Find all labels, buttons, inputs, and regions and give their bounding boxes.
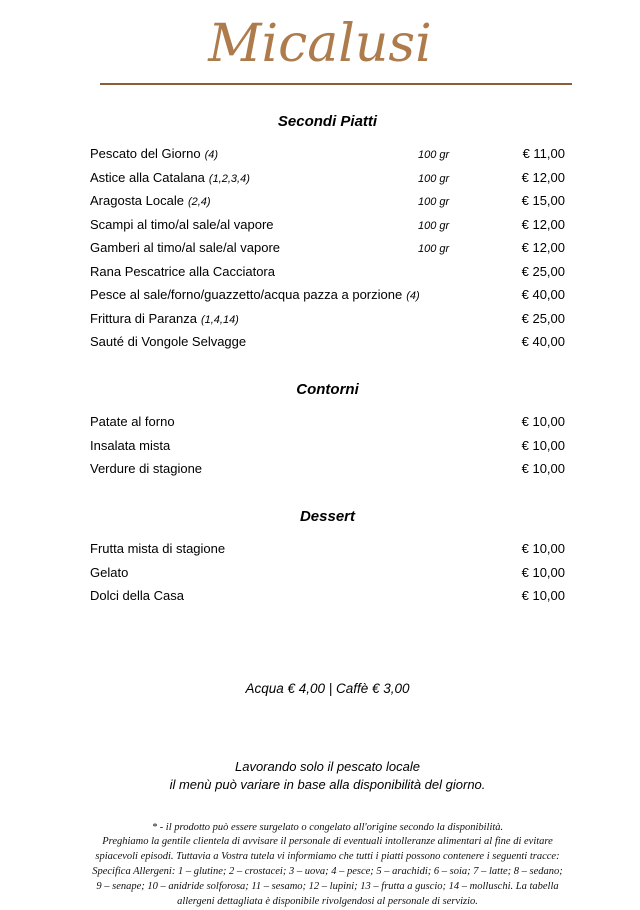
item-name [90, 334, 418, 349]
item-name-text: Gelato [90, 564, 129, 580]
item-name-text: Verdure di stagione [90, 461, 203, 477]
menu-item-row [90, 264, 565, 279]
item-name-text: Rana Pescatrice alla Cacciatora [90, 263, 275, 279]
item-portion: 100 gr [418, 196, 450, 209]
item-name [90, 170, 418, 185]
item-price: € 10,00 [521, 437, 565, 453]
item-price: € 11,00 [522, 146, 565, 162]
footnote-line-2: Preghiamo la gentile clientela di avvisare il personale di eventuali intolleranze alimentari al fine di evitare [102, 836, 553, 848]
section-title-dessert: Dessert [299, 508, 356, 526]
item-name-text: Dolci della Casa [90, 588, 184, 604]
item-name [90, 541, 418, 556]
header-divider [100, 83, 572, 85]
item-allergen-note: (1,2,3,4) [208, 172, 250, 185]
item-name [90, 193, 418, 208]
item-allergen-note [175, 417, 179, 429]
menu-item-row [90, 217, 565, 232]
item-price: € 12,00 [521, 169, 565, 185]
item-allergen-note [274, 220, 278, 232]
item-name-text: Insalata mista [90, 437, 171, 453]
menu-item-row [90, 170, 565, 185]
item-price: € 15,00 [521, 193, 565, 209]
item-portion: 100 gr [418, 219, 450, 232]
item-name [90, 264, 418, 279]
item-allergen-note [280, 243, 284, 255]
item-allergen-note [128, 568, 132, 580]
footnote-line-5: 9 – senape; 10 – anidride solforosa; 11 – sesamo; 12 – lupini; 13 – frutta a guscio; 14 – molluschi. La tabella [96, 881, 559, 893]
footnote-line-4: Specifica Allergeni: 1 – glutine; 2 – crostacei; 3 – uova; 4 – pesce; 5 – arachidi; 6 – soia; 7 – latte; 8 – sedano; [92, 866, 563, 878]
menu-item-row [90, 311, 565, 326]
restaurant-logo: Micalusi [208, 14, 432, 74]
item-price: € 10,00 [521, 461, 565, 477]
item-portion: 100 gr [418, 149, 450, 162]
item-name [90, 461, 418, 476]
menu-content [0, 113, 640, 910]
menu-item-row [90, 438, 565, 453]
menu-item-row [90, 334, 565, 349]
item-allergen-note: (4) [406, 290, 420, 303]
item-name [90, 588, 418, 603]
menu-item-row [90, 414, 565, 429]
availability-notice-line-1: Lavorando solo il pescato locale [234, 759, 420, 775]
item-allergen-note: (2,4) [187, 196, 211, 209]
menu-item-row [90, 461, 565, 476]
item-name [90, 240, 418, 255]
item-name [90, 146, 418, 161]
item-portion: 100 gr [418, 172, 450, 185]
item-allergen-note [225, 544, 229, 556]
item-name-text: Scampi al timo/al sale/al vapore [90, 216, 274, 232]
item-name-text: Pescato del Giorno [90, 146, 201, 162]
item-allergen-note [184, 591, 188, 603]
item-price: € 40,00 [521, 334, 565, 350]
beverages-line: Acqua € 4,00 | Caffè € 3,00 [245, 681, 410, 697]
item-allergen-note [246, 337, 250, 349]
item-allergen-note [170, 441, 174, 453]
item-price: € 12,00 [521, 216, 565, 232]
item-name-text: Patate al forno [90, 414, 175, 430]
item-name-text: Pesce al sale/forno/guazzetto/acqua pazza a porzione [90, 287, 403, 303]
menu-item-row [90, 146, 565, 161]
item-allergen-note: (4) [204, 149, 219, 162]
menu-item-row [90, 287, 565, 302]
item-allergen-note [202, 464, 206, 476]
footnote-line-1: * - il prodotto può essere surgelato o congelato all'origine secondo la disponibilità. [151, 821, 504, 833]
menu-item-row [90, 541, 565, 556]
item-price: € 10,00 [521, 564, 565, 580]
menu-item-row [90, 565, 565, 580]
item-name [90, 565, 418, 580]
section-title-contorni: Contorni [296, 381, 359, 399]
item-price: € 25,00 [521, 310, 565, 326]
item-name-text: Sauté di Vongole Selvagge [90, 334, 247, 350]
item-name-text: Frutta mista di stagione [90, 541, 226, 557]
allergen-footnote [90, 821, 565, 910]
item-name [90, 414, 418, 429]
menu-item-row [90, 193, 565, 208]
item-price: € 10,00 [521, 541, 565, 557]
item-allergen-note [275, 267, 279, 279]
footnote-line-3: spiacevoli episodi. Tuttavia a Vostra tutela vi informiamo che tutti i piatti possono contenere i seguenti tracce: [95, 851, 560, 863]
item-name [90, 287, 420, 302]
availability-notice [90, 758, 565, 794]
footnote-line-6: allergeni dettagliata è disponibile rivolgendosi al personale di servizio. [177, 896, 478, 908]
item-name-text: Frittura di Paranza [90, 310, 197, 326]
item-price: € 40,00 [521, 287, 565, 303]
item-allergen-note: (1,4,14) [200, 313, 239, 326]
menu-item-row [90, 588, 565, 603]
item-name [90, 438, 418, 453]
menu-item-row [90, 240, 565, 255]
item-name [90, 217, 418, 232]
item-price: € 10,00 [521, 414, 565, 430]
item-name-text: Astice alla Catalana [90, 169, 205, 185]
section-title-secondi-piatti: Secondi Piatti [277, 113, 378, 131]
item-name [90, 311, 418, 326]
item-portion: 100 gr [418, 243, 450, 256]
item-price: € 12,00 [521, 240, 565, 256]
item-price: € 25,00 [521, 263, 565, 279]
item-price: € 10,00 [521, 588, 565, 604]
item-name-text: Gamberi al timo/al sale/al vapore [90, 240, 281, 256]
availability-notice-line-2: il menù può variare in base alla disponibilità del giorno. [169, 777, 486, 793]
item-name-text: Aragosta Locale [90, 193, 184, 209]
